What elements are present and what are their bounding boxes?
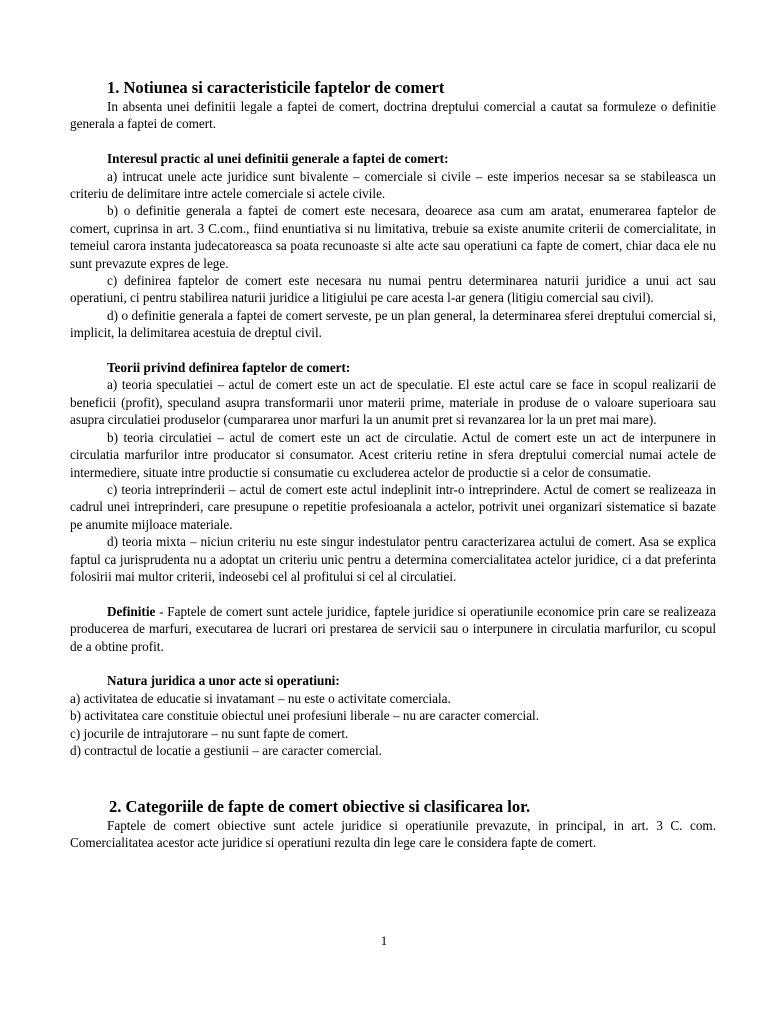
section-2-intro: Faptele de comert obiective sunt actele juridice si operatiunile prevazute, in principal, in art. 3 C. com. Comercialitatea acestor acte juridice si operatiuni rezulta din lege care le considera fapte de comert.	[70, 817, 716, 851]
section-2-title: 2. Categoriile de fapte de comert obiective si clasificarea lor.	[109, 796, 531, 816]
teorii-item-c: c) teoria intreprinderii – actul de comert este actul indeplinit intr-o intreprindere. Actul de comert se realizeaza in cadrul unei intreprinderi, care presupune o repetitie profesioanala a actelor, potrivit unei organizari sistematice si bazate pe anumite mijloace materiale.	[70, 481, 716, 532]
teorii-heading: Teorii privind definirea faptelor de comert:	[107, 360, 351, 376]
section-1-title: 1. Notiunea si caracteristicile faptelor de comert	[107, 78, 445, 97]
natura-item-d: d) contractul de locatie a gestiunii – are caracter comercial.	[70, 742, 382, 758]
interes-item-d: d) o definitie generala a faptei de comert serveste, pe un plan general, la determinarea sferei dreptului comercial si, implicit, la delimitarea acestuia de dreptul civil.	[70, 307, 716, 341]
interes-item-a: a) intrucat unele acte juridice sunt bivalente – comerciale si civile – este imperios necesar sa se stabileasca un criteriu de delimitare intre actele comerciale si actele civile.	[70, 168, 716, 202]
section-1-intro: In absenta unei definitii legale a faptei de comert, doctrina dreptului comercial a cautat sa formuleze o definitie generala a faptei de comert.	[70, 99, 716, 132]
interes-item-c: c) definirea faptelor de comert este necesara nu numai pentru determinarea naturii juridice a unui act sau operatiuni, ci pentru stabilirea naturii juridice a litigiului pe care acesta l-ar genera (litigiu comercial sau civil).	[70, 273, 716, 306]
teorii-item-b: b) teoria circulatiei – actul de comert este un act de circulatie. Actul de comert este un act de interpunere in circulatia marfurilor intre producator si consumator. Acest criteriu retine in sfera dreptului comercial numai actele de intermediere, situate intre productie si consumatie cu excluderea actelor de productie si a celor de consumatie.	[70, 429, 716, 480]
teorii-item-d: d) teoria mixta – niciun criteriu nu este singur indestulator pentru caracterizarea actului de comert. Asa se explica faptul ca jurisprudenta nu a adoptat un criteriu unic pentru a determina comercialitatea actelor juridice, ci a dat preferinta folosirii mai multor criterii, indeosebi cel al profitului si cel al circulatiei.	[70, 534, 716, 584]
interes-heading: Interesul practic al unei definitii generale a faptei de comert:	[107, 151, 449, 167]
page-number: 1	[380, 933, 388, 948]
document-page	[70, 78, 716, 852]
interes-item-b: b) o definitie generala a faptei de comert este necesara, deoarece asa cum am aratat, enumerarea faptelor de comert, cuprinsa in art. 3 C.com., fiind enuntiativa si nu limitativa, trebuie sa existe anumite criterii de comercialitate, in temeiul carora instanta judecatoreasca sa poata recunoaste si alte acte sau operatiuni ca fapte de comert, chiar daca ele nu sunt prevazute expres de lege.	[70, 203, 716, 271]
natura-heading: Natura juridica a unor acte si operatiuni:	[107, 673, 340, 689]
natura-item-a: a) activitatea de educatie si invatamant – nu este o activitate comerciala.	[70, 690, 451, 706]
natura-item-c: c) jocurile de intrajutorare – nu sunt fapte de comert.	[70, 725, 349, 741]
natura-item-b: b) activitatea care constituie obiectul unei profesiuni liberale – nu are caracter comercial.	[70, 708, 540, 724]
teorii-item-a: a) teoria speculatiei – actul de comert este un act de speculatie. El este actul care se face in scopul realizarii de beneficii (profit), speculand asupra transformarii unor materii prime, materiale in produse de o valoare superioara sau asupra circulatiei produselor (cumpararea unor marfuri la un anumit pret si revanzarea lor la un pret mai mare).	[70, 377, 716, 428]
definitie-text: - Faptele de comert sunt actele juridice, faptele juridice si operatiunile economice prin care se realizeaza producerea de marfuri, executarea de lucrari ori prestarea de servicii sau o interpunere in circulatia marfurilor, cu scopul de a obtine profit.	[70, 603, 716, 654]
definitie-paragraph	[70, 603, 716, 655]
definitie-label: Definitie	[107, 603, 156, 619]
